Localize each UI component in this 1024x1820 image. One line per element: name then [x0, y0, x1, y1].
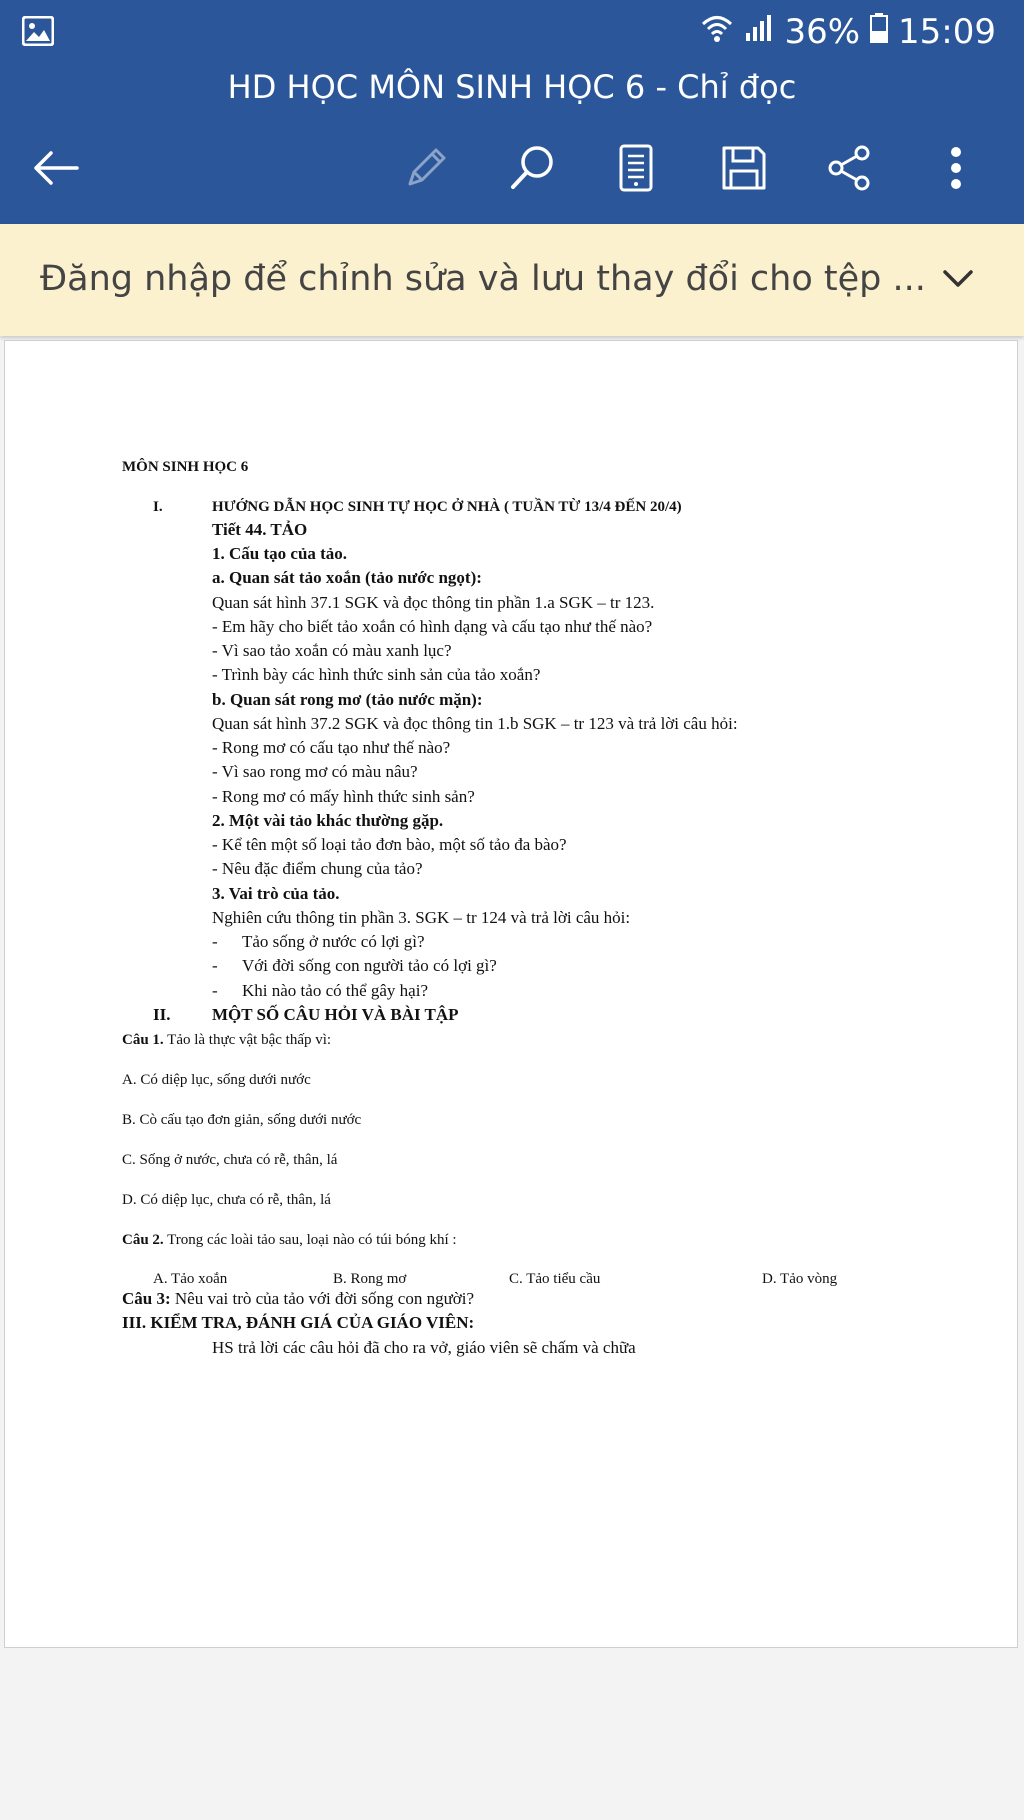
- closing-paragraph: HS trả lời các câu hỏi đã cho ra vở, giáo viên sẽ chấm và chữa: [212, 1338, 636, 1357]
- heading-1b: b. Quan sát rong mơ (tảo nước mặn):: [212, 690, 483, 709]
- heading-2: 2. Một vài tảo khác thường gặp.: [212, 811, 444, 830]
- question-1: [122, 1029, 331, 1051]
- answer-option: A. Có diệp lục, sống dưới nước: [122, 1072, 311, 1088]
- question-2-label: Câu 2.: [122, 1232, 164, 1248]
- answer-option: A. Tảo xoắn: [153, 1271, 228, 1287]
- question-3: [122, 1288, 474, 1310]
- lesson-title: Tiết 44. TẢO: [212, 520, 308, 539]
- bullet-text: Tảo sống ở nước có lợi gì?: [242, 932, 425, 951]
- answer-option: C. Tảo tiểu cầu: [509, 1271, 601, 1287]
- heading-1a: a. Quan sát tảo xoắn (tảo nước ngọt):: [212, 568, 482, 587]
- section-2-title: MỘT SỐ CÂU HỎI VÀ BÀI TẬP: [212, 1005, 459, 1024]
- paragraph: Quan sát hình 37.2 SGK và đọc thông tin 1.b SGK – tr 123 và trả lời câu hỏi:: [212, 714, 738, 733]
- battery-percent: 36%: [784, 12, 861, 52]
- question-line: - Trình bày các hình thức sinh sản của tảo xoắn?: [212, 665, 541, 684]
- banner-text: Đăng nhập để chỉnh sửa và lưu thay đổi cho tệp ...: [40, 259, 926, 299]
- paragraph: Nghiên cứu thông tin phần 3. SGK – tr 124 và trả lời câu hỏi:: [212, 908, 631, 927]
- question-3-label: Câu 3:: [122, 1289, 171, 1308]
- answer-option: B. Cò cấu tạo đơn giản, sống dưới nước: [122, 1112, 362, 1128]
- bullet-dash: -: [212, 932, 218, 951]
- bullet-text: Khi nào tảo có thể gây hại?: [242, 981, 428, 1000]
- question-line: - Rong mơ có mấy hình thức sinh sản?: [212, 787, 475, 806]
- question-line: - Vì sao rong mơ có màu nâu?: [212, 762, 418, 781]
- answer-option: D. Có diệp lục, chưa có rễ, thân, lá: [122, 1192, 331, 1208]
- answer-option: D. Tảo vòng: [762, 1271, 838, 1287]
- clock: 15:09: [898, 12, 996, 52]
- heading-3: 3. Vai trò của tảo.: [212, 884, 340, 903]
- question-1-label: Câu 1.: [122, 1032, 164, 1048]
- question-1-text: Tảo là thực vật bậc thấp vì:: [163, 1032, 332, 1048]
- question-line: - Rong mơ có cấu tạo như thế nào?: [212, 738, 451, 757]
- section-3-title: III. KIỂM TRA, ĐÁNH GIÁ CỦA GIÁO VIÊN:: [122, 1313, 475, 1332]
- section-1-title: HƯỚNG DẪN HỌC SINH TỰ HỌC Ở NHÀ ( TUẦN TỪ 13/4 ĐẾN 20/4): [212, 499, 682, 515]
- bullet-text: Với đời sống con người tảo có lợi gì?: [242, 956, 497, 975]
- doc-header: MÔN SINH HỌC 6: [122, 459, 249, 475]
- answer-option: C. Sống ở nước, chưa có rễ, thân, lá: [122, 1152, 338, 1168]
- question-line: - Nêu đặc điểm chung của tảo?: [212, 859, 423, 878]
- question-line: - Em hãy cho biết tảo xoắn có hình dạng và cấu tạo như thế nào?: [212, 617, 653, 636]
- question-3-text: Nêu vai trò của tảo với đời sống con người?: [170, 1289, 475, 1308]
- question-line: - Kể tên một số loại tảo đơn bào, một số tảo đa bào?: [212, 835, 567, 854]
- answer-option: B. Rong mơ: [333, 1271, 407, 1287]
- bullet-dash: -: [212, 981, 218, 1000]
- question-2-text: Trong các loài tảo sau, loại nào có túi bóng khí :: [163, 1232, 457, 1248]
- document-title: HD HỌC MÔN SINH HỌC 6 - Chỉ đọc: [227, 68, 797, 106]
- section-1-number: I.: [153, 499, 163, 515]
- section-2-number: II.: [153, 1005, 171, 1024]
- question-line: - Vì sao tảo xoắn có màu xanh lục?: [212, 641, 452, 660]
- question-2: [122, 1229, 457, 1251]
- paragraph: Quan sát hình 37.1 SGK và đọc thông tin phần 1.a SGK – tr 123.: [212, 593, 655, 612]
- heading-1: 1. Cấu tạo của tảo.: [212, 544, 348, 563]
- bullet-dash: -: [212, 956, 218, 975]
